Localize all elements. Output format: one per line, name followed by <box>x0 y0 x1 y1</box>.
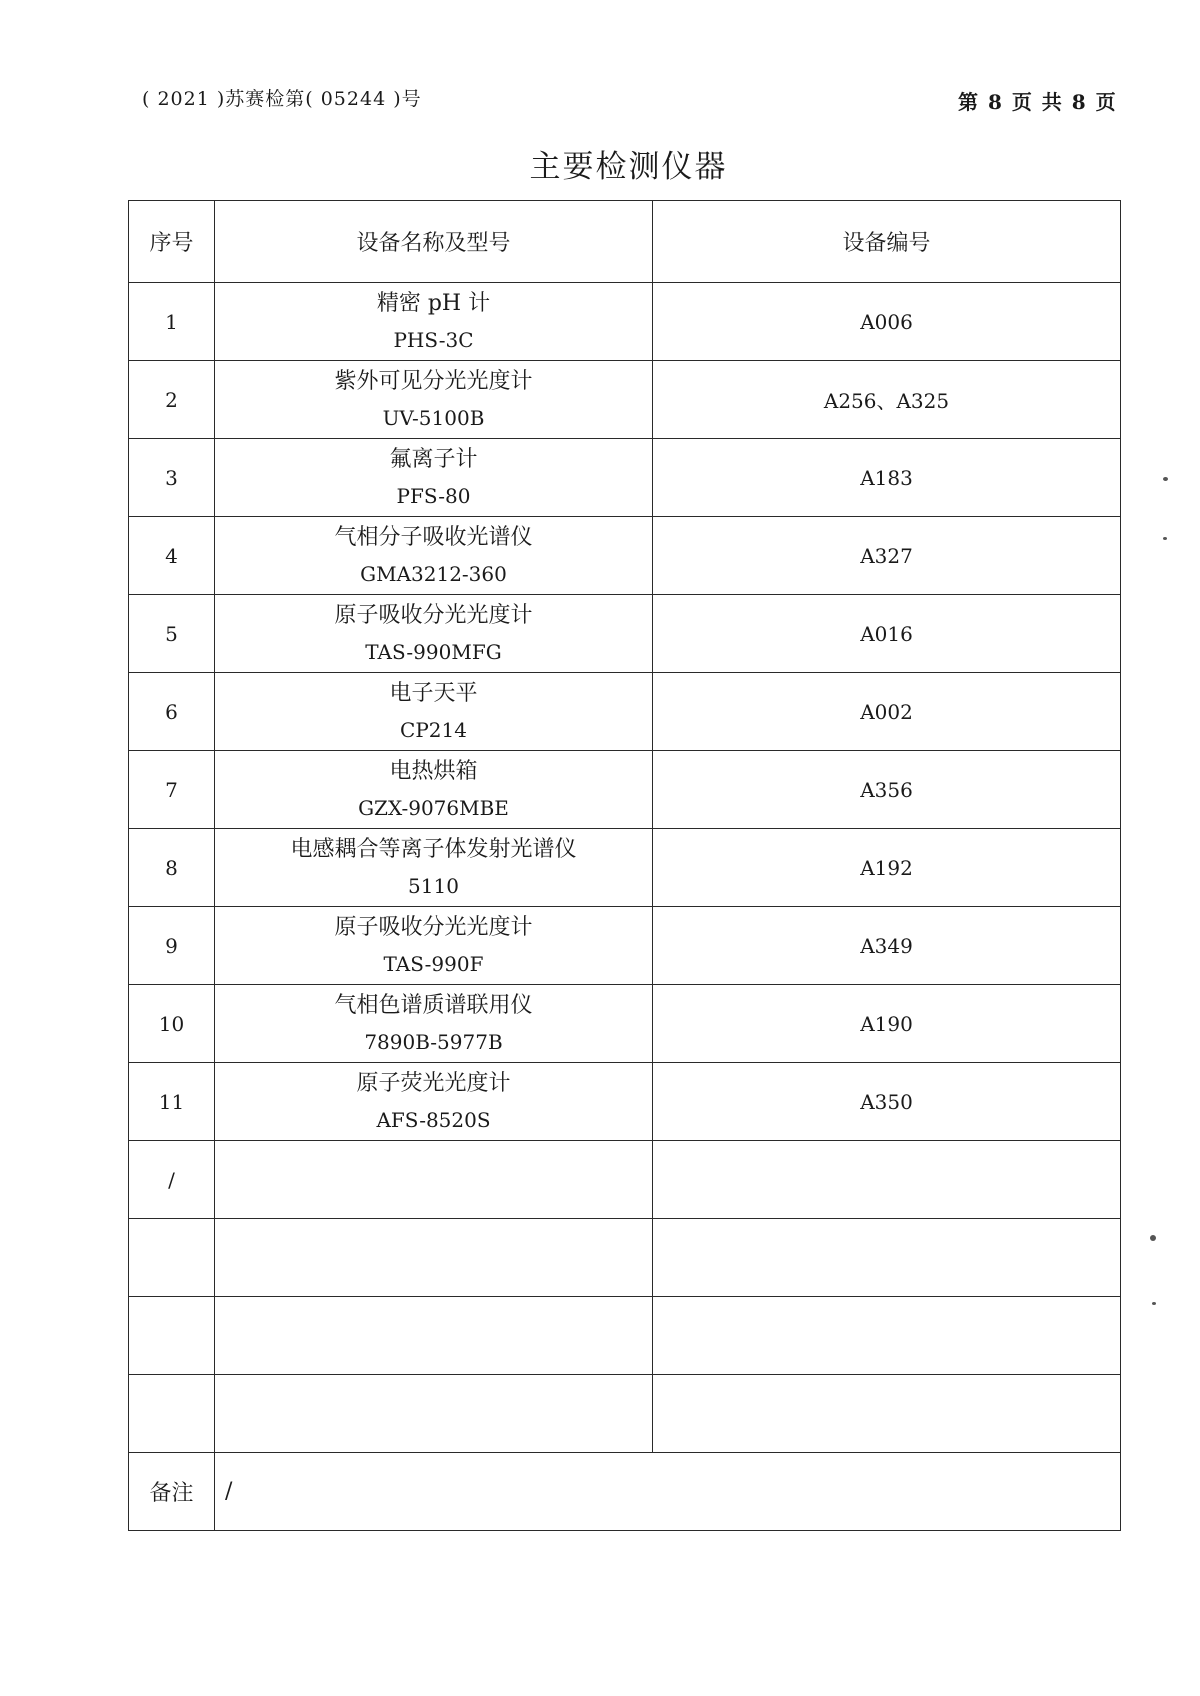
equipment-name-model <box>215 283 653 361</box>
equipment-name-model <box>215 1375 653 1453</box>
row-seq: 1 <box>129 283 215 361</box>
instrument-table <box>128 200 1121 1531</box>
equipment-name-model <box>215 1297 653 1375</box>
page-indicator: 第 8 页 共 8 页 <box>958 90 1116 114</box>
equipment-model: 7890B-5977B <box>364 1029 503 1054</box>
row-seq: 3 <box>129 439 215 517</box>
row-seq: 10 <box>129 985 215 1063</box>
equipment-code <box>653 1375 1121 1453</box>
equipment-code <box>653 1141 1121 1219</box>
scan-mark <box>1152 1302 1156 1305</box>
equipment-name-model <box>215 439 653 517</box>
table-row <box>129 751 1121 829</box>
table-row <box>129 439 1121 517</box>
table-row <box>129 1297 1121 1375</box>
row-seq: 5 <box>129 595 215 673</box>
equipment-name: 原子吸收分光光度计 <box>334 602 533 628</box>
equipment-code: A349 <box>653 907 1121 985</box>
equipment-code: A256、A325 <box>653 361 1121 439</box>
row-seq: 7 <box>129 751 215 829</box>
equipment-name-model <box>215 595 653 673</box>
row-seq <box>129 1219 215 1297</box>
column-header-code: 设备编号 <box>653 201 1121 283</box>
row-seq: 11 <box>129 1063 215 1141</box>
equipment-name-model <box>215 751 653 829</box>
equipment-name-model <box>215 1141 653 1219</box>
equipment-code: A006 <box>653 283 1121 361</box>
table-row <box>129 1063 1121 1141</box>
remarks-row <box>129 1453 1121 1531</box>
equipment-name: 电子天平 <box>389 680 478 706</box>
equipment-model: AFS-8520S <box>376 1107 491 1132</box>
equipment-code: A350 <box>653 1063 1121 1141</box>
equipment-name: 原子荧光光度计 <box>356 1070 511 1096</box>
table-row <box>129 1375 1121 1453</box>
equipment-name: 电感耦合等离子体发射光谱仪 <box>290 836 577 862</box>
scan-mark <box>1150 1235 1156 1241</box>
equipment-model: CP214 <box>400 717 467 742</box>
equipment-name-model <box>215 907 653 985</box>
table-header-row <box>129 201 1121 283</box>
equipment-code: A183 <box>653 439 1121 517</box>
column-header-seq: 序号 <box>129 201 215 283</box>
remarks-label: 备注 <box>129 1453 215 1531</box>
table-row <box>129 283 1121 361</box>
column-header-name-model: 设备名称及型号 <box>215 201 653 283</box>
equipment-model: PHS-3C <box>393 327 474 352</box>
equipment-model: UV-5100B <box>382 405 485 430</box>
table-row <box>129 517 1121 595</box>
row-seq: / <box>129 1141 215 1219</box>
equipment-name: 精密 pH 计 <box>376 290 491 316</box>
equipment-name-model <box>215 1219 653 1297</box>
equipment-code: A327 <box>653 517 1121 595</box>
page-title: 主要检测仪器 <box>529 149 728 185</box>
equipment-code <box>653 1297 1121 1375</box>
equipment-name: 气相色谱质谱联用仪 <box>334 992 533 1018</box>
equipment-name-model <box>215 1063 653 1141</box>
scan-mark <box>1163 537 1167 540</box>
equipment-model: PFS-80 <box>396 483 471 508</box>
equipment-code: A016 <box>653 595 1121 673</box>
table-row <box>129 907 1121 985</box>
equipment-code <box>653 1219 1121 1297</box>
row-seq: 9 <box>129 907 215 985</box>
equipment-code: A002 <box>653 673 1121 751</box>
equipment-code: A192 <box>653 829 1121 907</box>
equipment-name: 电热烘箱 <box>389 758 478 784</box>
equipment-model: GMA3212-360 <box>360 561 507 586</box>
equipment-name: 紫外可见分光光度计 <box>334 368 533 394</box>
equipment-name-model <box>215 985 653 1063</box>
equipment-code: A190 <box>653 985 1121 1063</box>
equipment-model: TAS-990MFG <box>365 639 502 664</box>
equipment-name: 气相分子吸收光谱仪 <box>334 524 533 550</box>
table-row <box>129 361 1121 439</box>
table-row <box>129 985 1121 1063</box>
report-number: ( 2021 )苏赛检第( 05244 )号 <box>142 88 422 110</box>
row-seq: 8 <box>129 829 215 907</box>
table-row <box>129 829 1121 907</box>
equipment-name: 氟离子计 <box>389 446 478 472</box>
equipment-name-model <box>215 517 653 595</box>
equipment-name-model <box>215 673 653 751</box>
remarks-value: / <box>215 1453 1121 1531</box>
table-row <box>129 595 1121 673</box>
table-row <box>129 1141 1121 1219</box>
equipment-code: A356 <box>653 751 1121 829</box>
table-row <box>129 673 1121 751</box>
row-seq: 6 <box>129 673 215 751</box>
equipment-name-model <box>215 361 653 439</box>
equipment-model: 5110 <box>408 873 459 898</box>
equipment-name-model <box>215 829 653 907</box>
scan-mark <box>1163 477 1168 481</box>
row-seq <box>129 1297 215 1375</box>
equipment-name: 原子吸收分光光度计 <box>334 914 533 940</box>
equipment-model: TAS-990F <box>383 951 484 976</box>
row-seq: 4 <box>129 517 215 595</box>
row-seq: 2 <box>129 361 215 439</box>
equipment-model: GZX-9076MBE <box>358 795 509 820</box>
row-seq <box>129 1375 215 1453</box>
table-row <box>129 1219 1121 1297</box>
